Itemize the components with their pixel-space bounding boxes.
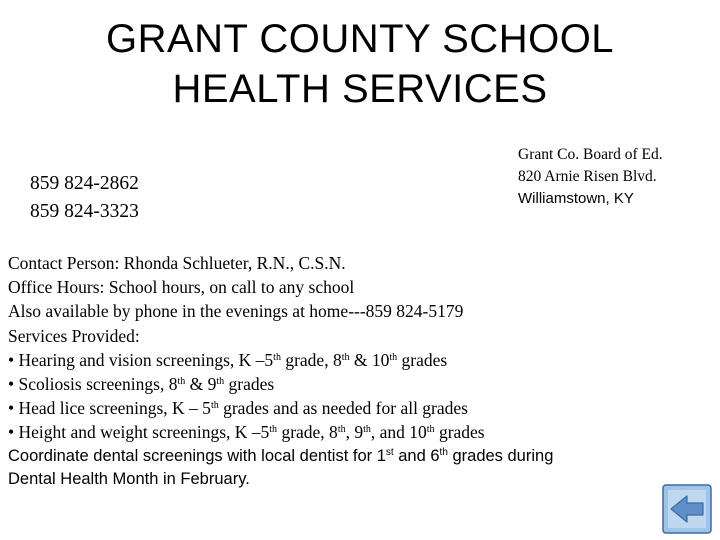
back-arrow-icon[interactable] — [663, 485, 711, 533]
address-line-1: Grant Co. Board of Ed. — [518, 146, 663, 163]
evening-phone: Also available by phone in the evenings at home---859 824-5179 — [8, 301, 464, 322]
office-hours: Office Hours: School hours, on call to any school — [8, 277, 355, 298]
address-block — [518, 144, 663, 210]
back-button[interactable] — [662, 484, 712, 534]
address-line-2: 820 Arnie Risen Blvd. — [518, 168, 657, 185]
address-line-3: Williamstown, KY — [518, 190, 634, 207]
services-heading: Services Provided: — [8, 325, 140, 346]
phone-numbers — [30, 170, 139, 226]
title-line-1: GRANT COUNTY SCHOOL — [105, 17, 615, 61]
service-hearing-vision: • Hearing and vision screenings, K –5th grade, 8th & 10th grades — [8, 349, 448, 370]
dental-line-2: Dental Health Month in February. — [8, 470, 250, 489]
phone-number-2: 859 824-3323 — [30, 201, 139, 222]
services-info — [8, 251, 708, 492]
service-scoliosis: • Scoliosis screenings, 8th & 9th grades — [8, 374, 275, 395]
page-title — [0, 14, 720, 114]
dental-screening-note — [8, 445, 708, 492]
service-height-weight: • Height and weight screenings, K –5th grade, 8th, 9th, and 10th grades — [8, 422, 485, 443]
phone-number-1: 859 824-2862 — [30, 173, 139, 194]
contact-person: Contact Person: Rhonda Schlueter, R.N., C.S.N. — [8, 253, 346, 273]
dental-line-1: Coordinate dental screenings with local dentist for 1st and 6th grades during — [8, 446, 554, 465]
title-line-2: HEALTH SERVICES — [172, 67, 548, 111]
service-head-lice: • Head lice screenings, K – 5th grades and as needed for all grades — [8, 398, 468, 419]
